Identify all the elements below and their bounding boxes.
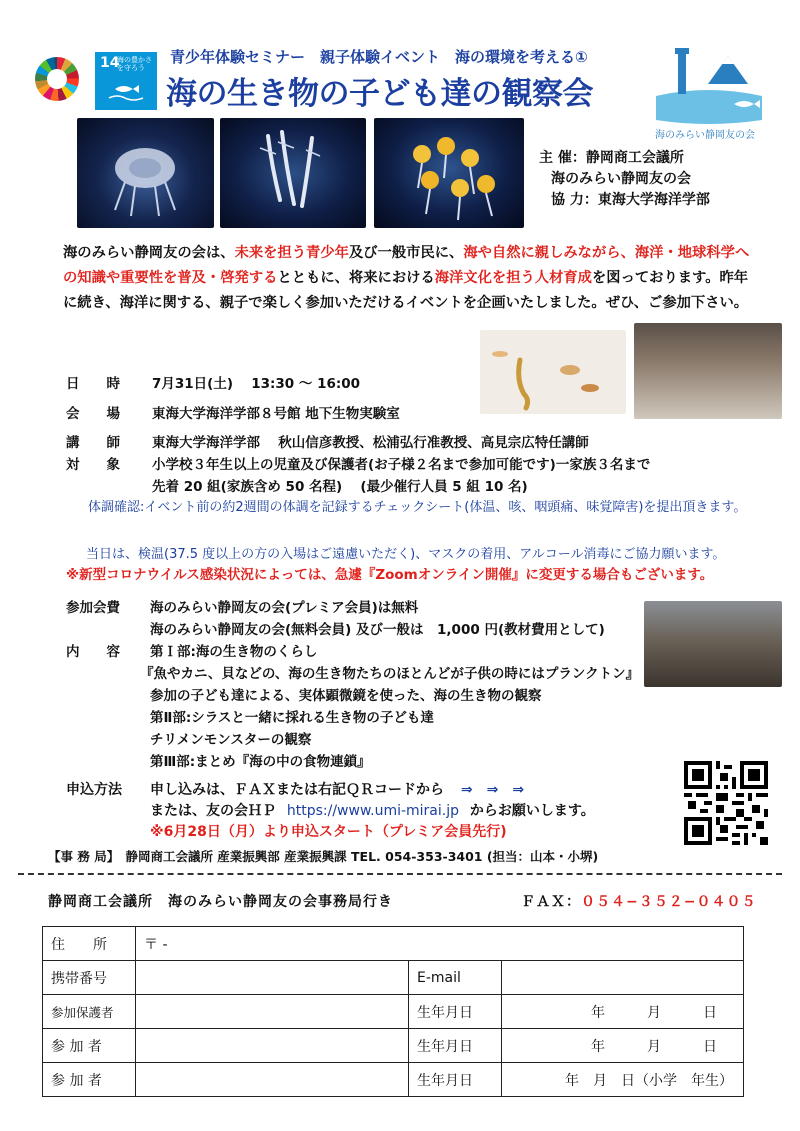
page-title: 海の生き物の子ども達の観察会 [166, 76, 593, 112]
apply-label: 申込方法 [66, 782, 122, 798]
cooperation-line: 協 力：東海大学海洋学部 [551, 192, 710, 208]
address-field[interactable]: 〒 - [136, 927, 744, 961]
content-chirimen: チリメンモンスターの観察 [150, 732, 312, 748]
intro-highlight-knowledge: 海や自然に親しみながら、海洋・地球科学への知識や重要性を普及・啓発する [63, 245, 750, 286]
fee-line-1: 海のみらい静岡友の会(プレミア会員)は無料 [150, 600, 419, 616]
address-label: 住 所 [43, 927, 136, 961]
sdg14-badge [95, 52, 157, 110]
content-microscope: 参加の子ども達による、実体顕微鏡を使った、海の生き物の観察 [150, 688, 542, 704]
apply-line-2-text: または、友の会ＨＰ [150, 803, 276, 819]
participant-name-field-1[interactable] [136, 1029, 409, 1063]
fax-number: ０５４−３５２−０４０５ [581, 894, 757, 910]
address-row [43, 927, 744, 961]
intro-highlight-talent: 海洋文化を担う人材育成 [434, 270, 592, 286]
fax-label: ＦＡＸ： [521, 894, 581, 910]
health-note: 体調確認:イベント前の約2週間の体調を記録するチェックシート(体温、咳、咽頭痛、味覚障害)を提出頂きます。 [88, 500, 747, 515]
org-logo-text: 海のみらい静岡友の会 [655, 130, 755, 141]
content-part1: 第Ｉ部:海の生き物のくらし [150, 644, 318, 660]
event-subtitle: 青少年体験セミナー 親子体験イベント 海の環境を考える① [170, 48, 588, 66]
target-value: 小学校３年生以上の児童及び保護者(お子様２名まで参加可能です)一家族３名まで [152, 457, 651, 473]
content-quote: 『魚やカニ、貝などの、海の生き物たちのほとんどが子供の時にはプランクトン』 [140, 666, 640, 682]
classroom-photo [634, 323, 782, 419]
email-label: E-mail [409, 961, 502, 995]
participant-row-2 [43, 1063, 744, 1097]
application-form [42, 926, 744, 1097]
participant-label-1: 参 加 者 [43, 1029, 136, 1063]
fish-icon [107, 82, 145, 104]
organizers-block [539, 148, 710, 211]
participant-birth-label-1: 生年月日 [409, 1029, 502, 1063]
squid-larva-image [77, 118, 214, 228]
intro-text-3: とともに、将来における [277, 270, 435, 286]
specimens-photo [480, 330, 626, 414]
guardian-row [43, 995, 744, 1029]
participant-birth-field-2[interactable]: 年 月 日（小学 年生） [502, 1063, 744, 1097]
participant-birth-field-1[interactable]: 年 月 日 [502, 1029, 744, 1063]
office-contact: 【事 務 局】 静岡商工会議所 産業振興部 産業振興課 TEL. 054-353-3401 (担当：山本・小堺) [48, 849, 599, 864]
venue-label: 会 場 [66, 406, 120, 422]
sdgs-wheel-logo [35, 57, 79, 101]
phone-field[interactable] [136, 961, 409, 995]
participant-label-2: 参 加 者 [43, 1063, 136, 1097]
apply-line-1-text: 申し込みは、ＦＡＸまたは右記ＱＲコードから [150, 782, 444, 798]
participant-row-1 [43, 1029, 744, 1063]
apply-line-2-tail: からお願いします。 [469, 803, 595, 819]
arrows-icon: ⇒ ⇒ ⇒ [460, 782, 525, 798]
date-label: 日 時 [66, 376, 120, 392]
squid-larva-photo [77, 118, 214, 228]
fee-label: 参加会費 [66, 600, 120, 616]
email-field[interactable] [502, 961, 744, 995]
guardian-label: 参加保護者 [43, 995, 136, 1029]
host-line: 主 催：静岡商工会議所 [539, 150, 684, 166]
target-label: 対 象 [66, 457, 120, 473]
apply-start-notice: ※6月28日（月）より申込スタート（プレミア会員先行) [150, 824, 507, 840]
shrimp-larva-photo [220, 118, 366, 228]
phone-label: 携帯番号 [43, 961, 136, 995]
intro-highlight-youth: 未来を担う青少年 [234, 245, 349, 261]
intro-text-2: 及び一般市民に、 [348, 245, 464, 261]
guardian-birth-field[interactable]: 年 月 日 [502, 995, 744, 1029]
target-value-2: 先着 20 組(家族含め 50 名程) (最少催行人員 5 組 10 名) [152, 479, 528, 495]
lecturer-value: 東海大学海洋学部 秋山信彦教授、松浦弘行准教授、高見宗広特任講師 [152, 435, 589, 451]
website-link[interactable]: https://www.umi-mirai.jp [286, 803, 460, 819]
fax-number-line [521, 891, 756, 911]
date-value: 7月31日(土) 13:30 〜 16:00 [152, 376, 361, 392]
guardian-birth-label: 生年月日 [409, 995, 502, 1029]
intro-paragraph [63, 241, 753, 316]
apply-line-2 [150, 800, 595, 820]
fish-larvae-image [374, 118, 524, 228]
contact-row [43, 961, 744, 995]
lecturer-label: 講 師 [66, 435, 120, 451]
fish-larvae-photo [374, 118, 524, 228]
content-label: 内 容 [66, 644, 120, 660]
apply-line-1 [150, 779, 524, 799]
intro-text-1: 海のみらい静岡友の会は、 [63, 245, 235, 261]
intro-text-4: を図っております。昨年に続き、海洋に関する、親子で楽しく参加いただけるイベントを企画いたしました。ぜひ、ご参加下さい。 [63, 270, 749, 311]
sdg-number: 14 [100, 55, 120, 71]
guardian-name-field[interactable] [136, 995, 409, 1029]
participant-birth-label-2: 生年月日 [409, 1063, 502, 1097]
specimens-image [480, 330, 626, 414]
cut-line-divider [18, 873, 782, 875]
host-line-2: 海のみらい静岡友の会 [551, 171, 691, 187]
content-part3: 第Ⅲ部:まとめ『海の中の食物連鎖』 [150, 754, 371, 770]
lecture-hall-photo [644, 601, 782, 687]
content-part2: 第Ⅱ部:シラスと一緒に採れる生き物の子ども達 [150, 710, 434, 726]
shrimp-larva-image [220, 118, 366, 228]
sdg-text: 海の豊かさを守ろう [117, 56, 152, 72]
day-note: 当日は、検温(37.5 度以上の方の入場はご遠慮いただく)、マスクの着用、アルコール消毒にご協力願います。 [86, 547, 726, 562]
qr-code[interactable] [684, 761, 768, 845]
venue-value: 東海大学海洋学部８号館 地下生物実験室 [152, 406, 400, 422]
zoom-notice: ※新型コロナウイルス感染状況によっては、急遽『Zoomオンライン開催』に変更する場合もございます。 [66, 567, 714, 583]
participant-name-field-2[interactable] [136, 1063, 409, 1097]
fee-line-2: 海のみらい静岡友の会(無料会員) 及び一般は 1,000 円(教材費用として) [150, 622, 605, 638]
fax-recipient: 静岡商工会議所 海のみらい静岡友の会事務局行き [48, 894, 393, 910]
